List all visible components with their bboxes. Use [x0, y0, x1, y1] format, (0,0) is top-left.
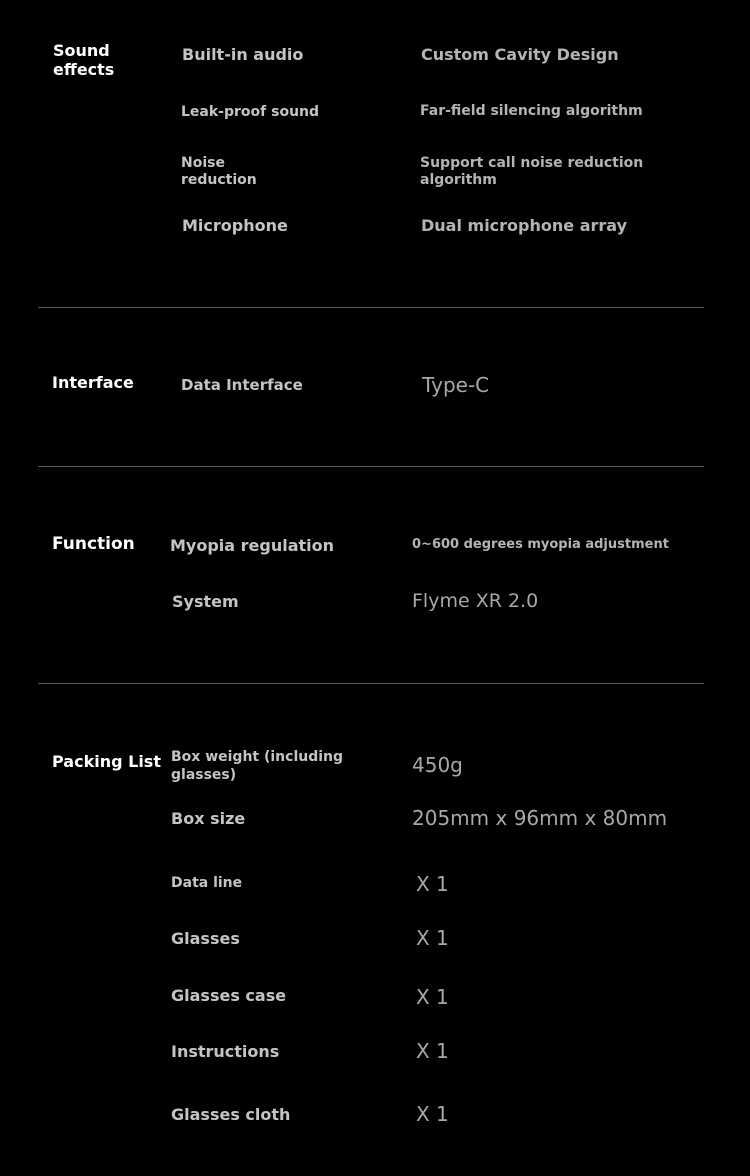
spec-label: Glasses case — [171, 986, 287, 1005]
spec-value: 205mm x 96mm x 80mm — [412, 806, 668, 830]
spec-value: X 1 — [416, 1102, 449, 1126]
spec-value: Custom Cavity Design — [421, 45, 619, 64]
section-title-function: Function — [52, 534, 135, 554]
spec-label: Box size — [171, 809, 246, 828]
spec-value — [420, 155, 643, 189]
spec-label: Built-in audio — [182, 45, 304, 64]
spec-label — [181, 155, 257, 189]
section-divider — [38, 307, 704, 308]
spec-value-line: Support call noise reduction — [420, 155, 644, 171]
spec-value: Flyme XR 2.0 — [412, 590, 539, 612]
spec-value: 450g — [412, 753, 463, 777]
section-divider — [38, 683, 704, 684]
spec-value-line: algorithm — [420, 172, 497, 188]
spec-label: Data Interface — [181, 376, 303, 394]
spec-value: X 1 — [416, 926, 449, 950]
spec-label — [171, 748, 343, 784]
section-title-sound — [53, 41, 114, 79]
spec-label: Glasses — [171, 929, 240, 948]
spec-label: System — [172, 592, 239, 611]
spec-label-line: Box weight (including — [171, 749, 344, 765]
section-title-packing: Packing List — [52, 752, 161, 771]
spec-label-line: reduction — [181, 172, 257, 188]
spec-label: Leak-proof sound — [181, 104, 320, 120]
spec-label-line: Noise — [181, 155, 225, 171]
spec-label-line: glasses) — [171, 767, 237, 783]
spec-label: Glasses cloth — [171, 1105, 291, 1124]
spec-value: X 1 — [416, 872, 449, 896]
spec-value: Type-C — [422, 373, 490, 397]
section-divider — [38, 466, 704, 467]
spec-value: X 1 — [416, 985, 449, 1009]
spec-label: Data line — [171, 875, 243, 891]
spec-label: Myopia regulation — [170, 536, 335, 555]
section-title-line: effects — [53, 60, 115, 79]
spec-label: Microphone — [182, 216, 288, 235]
spec-value: Far-field silencing algorithm — [420, 103, 643, 119]
section-title-line: Sound — [53, 41, 110, 60]
spec-value: Dual microphone array — [421, 216, 628, 235]
spec-value: X 1 — [416, 1039, 449, 1063]
spec-label: Instructions — [171, 1042, 280, 1061]
section-title-interface: Interface — [52, 373, 134, 392]
spec-value: 0~600 degrees myopia adjustment — [412, 537, 669, 552]
